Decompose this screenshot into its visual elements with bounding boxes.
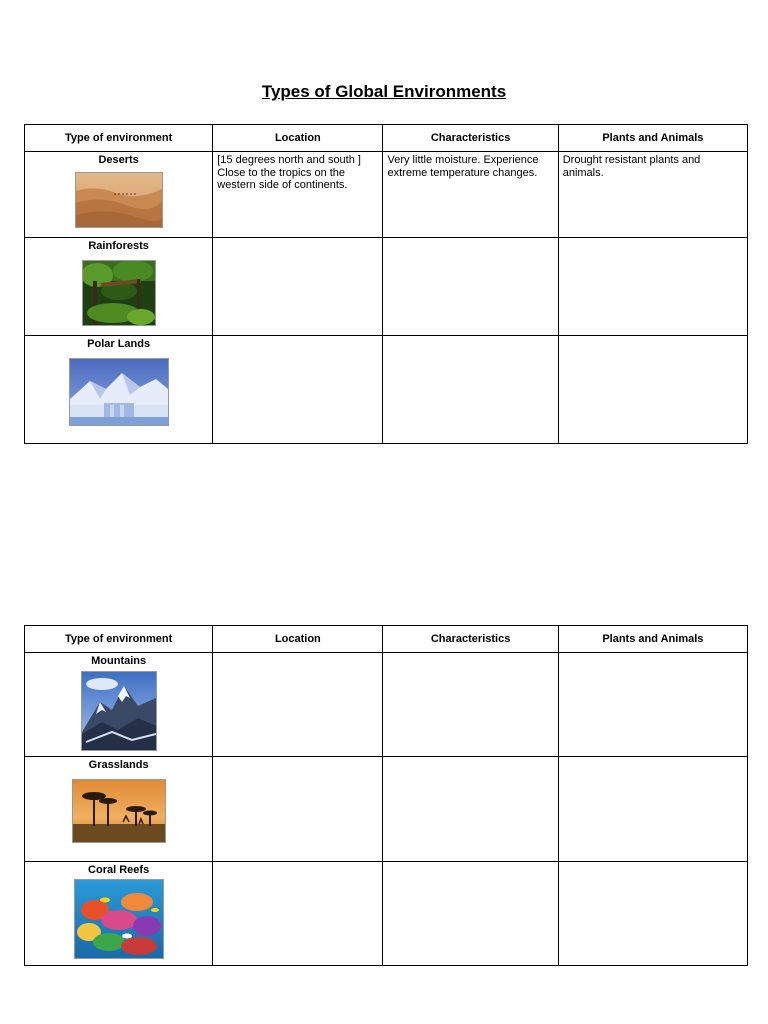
plants-animals-cell <box>558 238 747 336</box>
plants-animals-text <box>559 862 747 866</box>
characteristics-cell <box>383 862 558 966</box>
characteristics-text <box>383 336 557 340</box>
column-header-location: Location <box>213 125 383 152</box>
plants-animals-text <box>559 238 747 242</box>
table-row <box>25 152 748 238</box>
plants-animals-cell <box>558 152 747 238</box>
location-text <box>213 336 382 340</box>
savanna-sunset-photo <box>72 779 166 843</box>
environment-cell <box>25 757 213 862</box>
location-text <box>213 757 382 761</box>
environment-cell <box>25 152 213 238</box>
characteristics-text: Very little moisture. Experience extreme temperature changes. <box>387 154 539 179</box>
table-row <box>25 653 748 757</box>
table-header-row <box>25 626 748 653</box>
location-cell <box>213 152 383 238</box>
coral-reef-photo <box>74 879 164 959</box>
characteristics-text <box>383 238 557 242</box>
plants-animals-cell <box>558 653 747 757</box>
page-title: Types of Global Environments <box>261 82 507 101</box>
rainforest-photo <box>82 260 156 326</box>
environment-cell <box>25 862 213 966</box>
characteristics-text <box>383 653 557 657</box>
column-header-characteristics: Characteristics <box>383 125 558 152</box>
environment-name: Coral Reefs <box>88 864 150 876</box>
environment-name: Polar Lands <box>87 338 151 350</box>
environment-name: Deserts <box>98 154 139 166</box>
environment-cell <box>25 238 213 336</box>
location-cell <box>213 336 383 444</box>
location-cell <box>213 862 383 966</box>
column-header-plants-animals: Plants and Animals <box>558 125 747 152</box>
column-header-location: Location <box>213 626 383 653</box>
location-text <box>213 653 382 657</box>
plants-animals-text: Drought resistant plants and animals. <box>562 154 701 179</box>
plants-animals-cell <box>558 757 747 862</box>
mountain-peak-photo <box>81 671 157 751</box>
location-cell <box>213 238 383 336</box>
column-header-characteristics: Characteristics <box>383 626 558 653</box>
environments-table-1 <box>24 124 748 444</box>
environment-name: Rainforests <box>88 240 149 252</box>
environment-name: Grasslands <box>88 759 149 771</box>
plants-animals-text <box>559 653 747 657</box>
location-text <box>213 862 382 866</box>
polar-ice-photo <box>69 358 169 426</box>
location-cell <box>213 757 383 862</box>
characteristics-text <box>383 757 557 761</box>
plants-animals-text <box>559 757 747 761</box>
characteristics-cell <box>383 238 558 336</box>
table-row <box>25 238 748 336</box>
table-header-row <box>25 125 748 152</box>
environments-table-2 <box>24 625 748 966</box>
environment-name: Mountains <box>91 655 147 667</box>
environment-cell <box>25 653 213 757</box>
location-text <box>213 238 382 242</box>
column-header-environment: Type of environment <box>25 125 213 152</box>
location-cell <box>213 653 383 757</box>
column-header-environment: Type of environment <box>25 626 213 653</box>
plants-animals-cell <box>558 862 747 966</box>
location-text: [15 degrees north and south ] Close to the tropics on the western side of continents. <box>217 154 361 191</box>
plants-animals-cell <box>558 336 747 444</box>
characteristics-cell <box>383 336 558 444</box>
column-header-plants-animals: Plants and Animals <box>558 626 747 653</box>
desert-dunes-photo <box>75 172 163 228</box>
table-row <box>25 757 748 862</box>
characteristics-text <box>383 862 557 866</box>
table-row <box>25 336 748 444</box>
table-row <box>25 862 748 966</box>
characteristics-cell <box>383 653 558 757</box>
characteristics-cell <box>383 152 558 238</box>
characteristics-cell <box>383 757 558 862</box>
plants-animals-text <box>559 336 747 340</box>
environment-cell <box>25 336 213 444</box>
